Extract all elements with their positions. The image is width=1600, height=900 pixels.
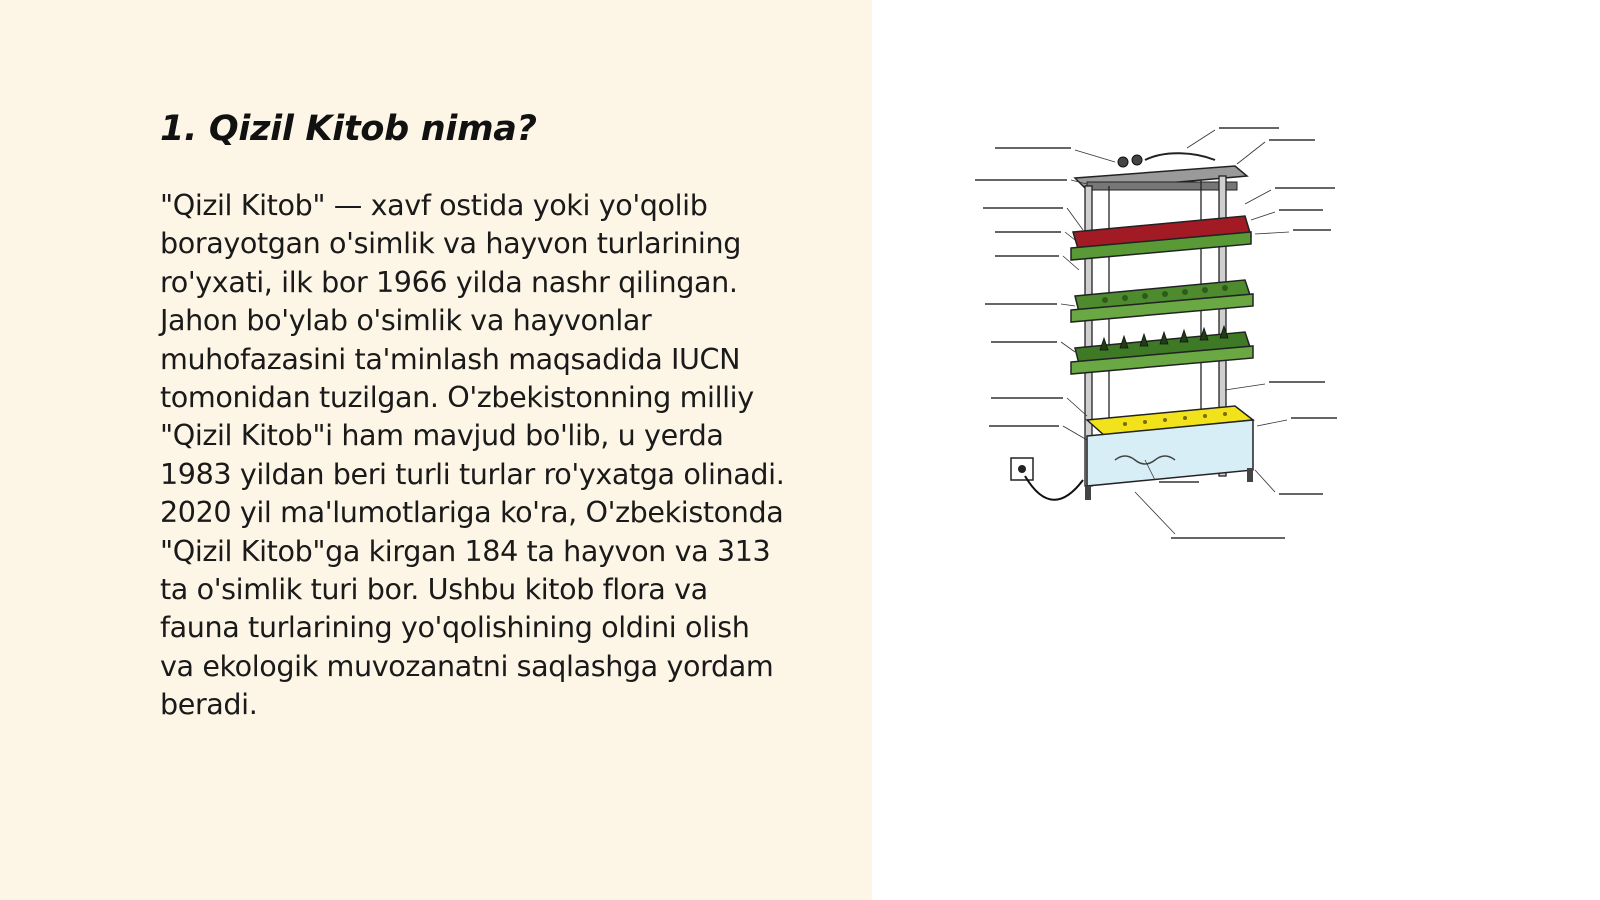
paragraph-line: va ekologik muvozanatni saqlashga yordam: [160, 648, 774, 683]
paragraph-line: tomonidan tuzilgan. O'zbekistonning milliy: [160, 380, 754, 415]
hydroponic-rack-diagram-icon: [975, 120, 1355, 560]
slide-title: 1. Qizil Kitob nima?: [160, 109, 537, 149]
paragraph-line: "Qizil Kitob" — xavf ostida yoki yo'qolib: [160, 188, 708, 222]
paragraph-line: beradi.: [160, 687, 258, 722]
paragraph-line: fauna turlarining yo'qolishining oldini olish: [160, 610, 750, 645]
paragraph-line: "Qizil Kitob"i ham mavjud bo'lib, u yerda: [160, 418, 724, 453]
paragraph-line: muhofazasini ta'minlash maqsadida IUCN: [160, 341, 741, 376]
paragraph-line: "Qizil Kitob"ga kirgan 184 ta hayvon va 313: [160, 533, 771, 568]
paragraph-line: Jahon bo'ylab o'simlik va hayvonlar: [160, 303, 652, 338]
paragraph-line: ro'yxati, ilk bor 1966 yilda nashr qilingan.: [160, 264, 738, 299]
paragraph-line: 1983 yildan beri turli turlar ro'yxatga olinadi.: [160, 456, 785, 491]
paragraph-line: 2020 yil ma'lumotlariga ko'ra, O'zbekistonda: [160, 495, 784, 530]
paragraph-line: ta o'simlik turi bor. Ushbu kitob flora va: [160, 572, 708, 607]
slide-paragraph: [160, 186, 840, 724]
paragraph-line: borayotgan o'simlik va hayvon turlarining: [160, 226, 741, 261]
